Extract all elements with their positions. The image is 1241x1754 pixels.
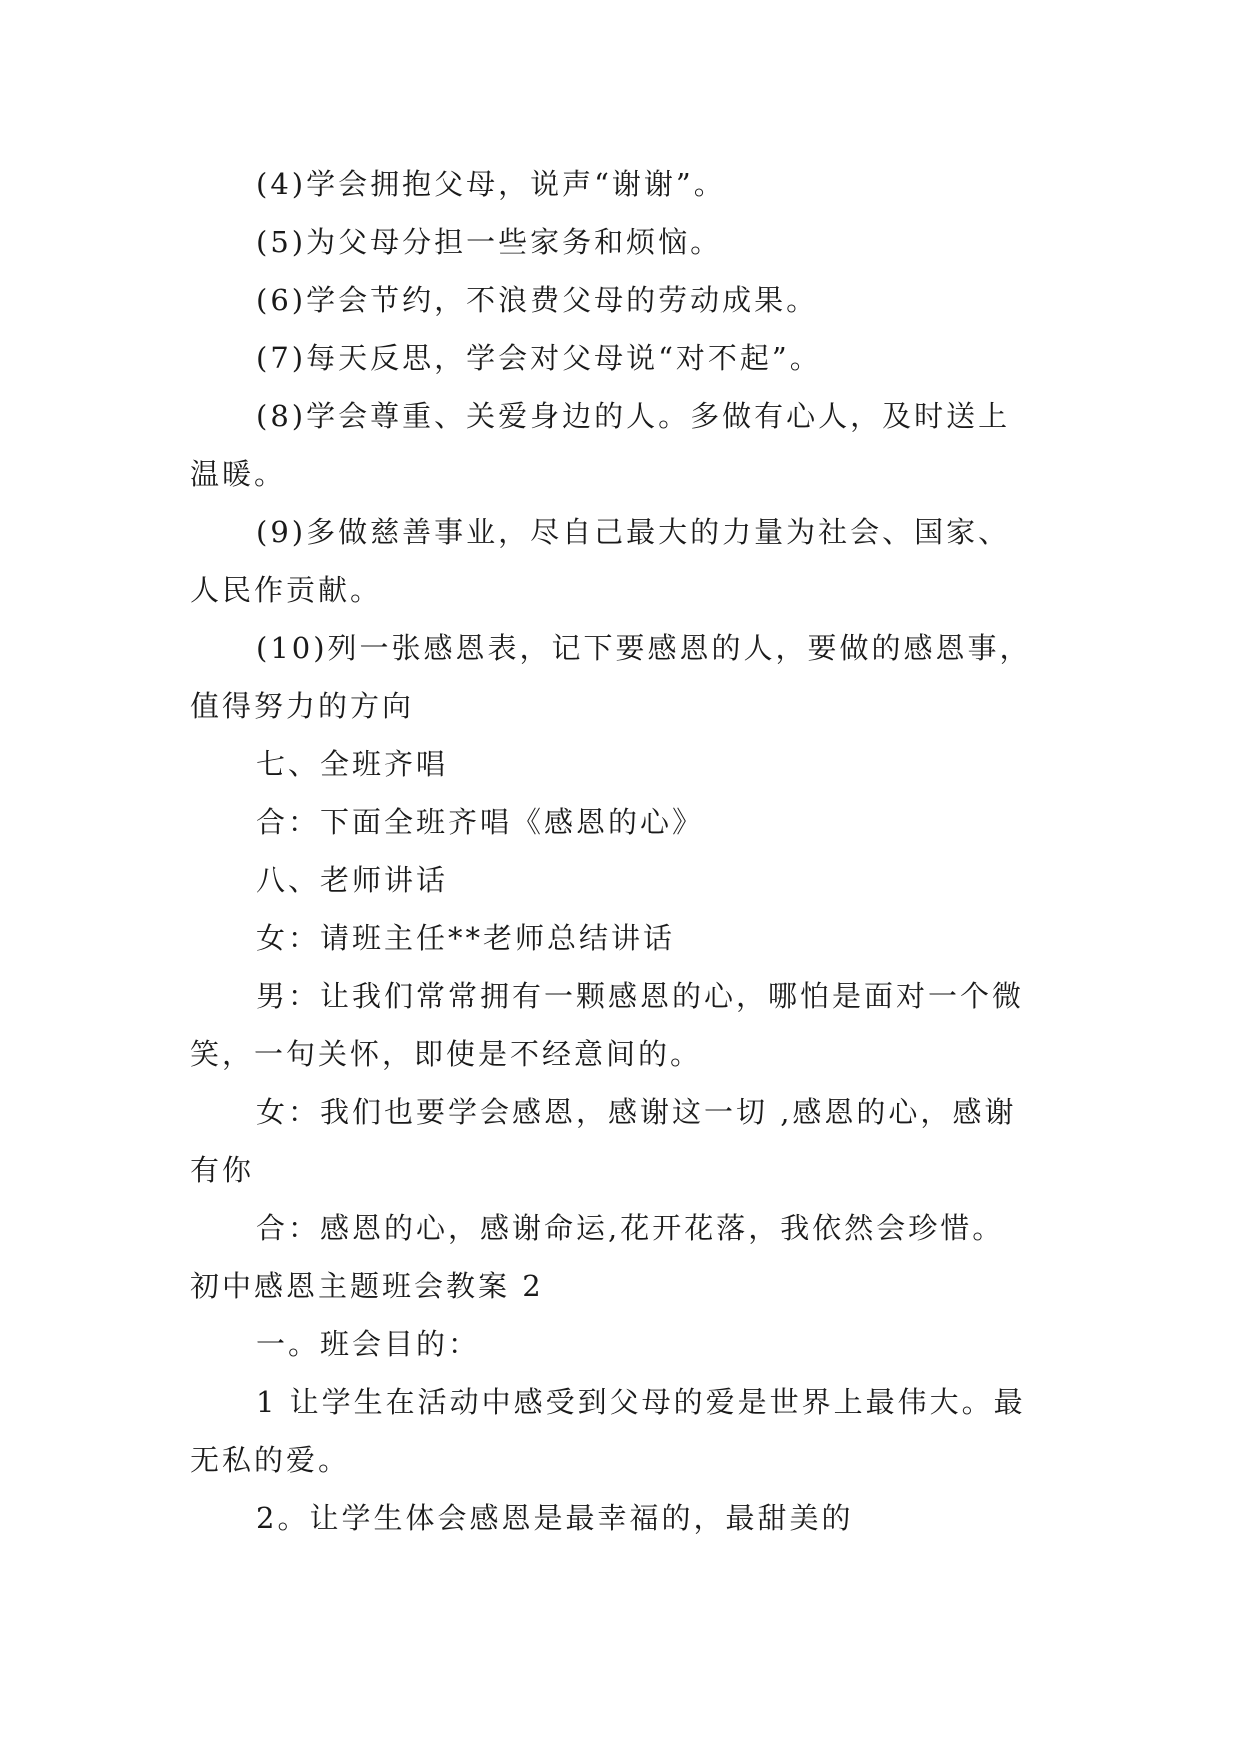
text-line: 2。让学生体会感恩是最幸福的，最甜美的 [256, 1501, 854, 1535]
text-line: (10)列一张感恩表，记下要感恩的人，要做的感恩事， [256, 631, 1032, 665]
text-line: 1 让学生在活动中感受到父母的爱是世界上最伟大。最 [256, 1385, 1026, 1419]
text-line: (7)每天反思，学会对父母说“对不起”。 [256, 341, 822, 375]
section-heading: 八、老师讲话 [256, 863, 449, 897]
section-heading: 七、全班齐唱 [256, 747, 449, 781]
text-line: (6)学会节约，不浪费父母的劳动成果。 [256, 283, 819, 317]
text-line: 有你 [190, 1153, 255, 1187]
text-line: 男：让我们常常拥有一颗感恩的心，哪怕是面对一个微 [256, 979, 1025, 1013]
text-line: 值得努力的方向 [190, 689, 415, 723]
section-heading: 一。班会目的： [256, 1327, 481, 1361]
text-line: (9)多做慈善事业，尽自己最大的力量为社会、国家、 [256, 515, 1011, 549]
text-line: (5)为父母分担一些家务和烦恼。 [256, 225, 723, 259]
text-line: 温暖。 [190, 457, 287, 491]
text-line: 合：下面全班齐唱《感恩的心》 [256, 805, 705, 839]
text-line: 笑，一句关怀，即使是不经意间的。 [190, 1037, 703, 1071]
text-line: 女：请班主任**老师总结讲话 [256, 921, 676, 955]
text-line: 女：我们也要学会感恩，感谢这一切 ,感恩的心，感谢 [256, 1095, 1017, 1129]
text-line: 无私的爱。 [190, 1443, 351, 1477]
text-line: (4)学会拥抱父母，说声“谢谢”。 [256, 167, 726, 201]
text-line: (8)学会尊重、关爱身边的人。多做有心人，及时送上 [256, 399, 1011, 433]
text-line: 合：感恩的心，感谢命运,花开花落，我依然会珍惜。 [256, 1211, 1005, 1245]
document-title: 初中感恩主题班会教案 2 [190, 1269, 544, 1303]
text-line: 人民作贡献。 [190, 573, 383, 607]
